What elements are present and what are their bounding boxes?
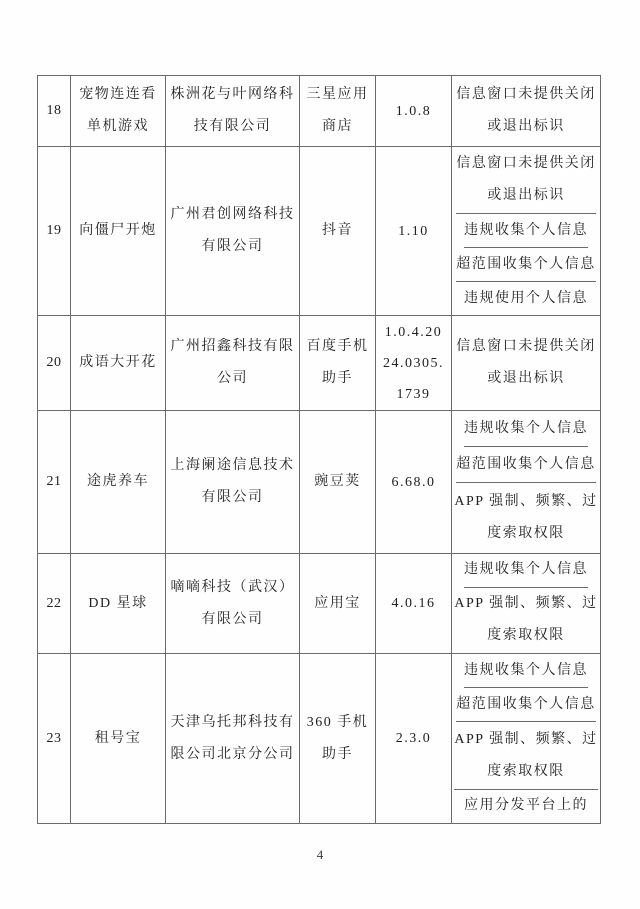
table-row	[38, 147, 600, 316]
app-version: 6.68.0	[376, 411, 452, 553]
violation-item: 违规收集个人信息	[464, 654, 588, 688]
violation-item: 信息窗口未提供关闭 或退出标识	[456, 147, 596, 214]
app-store: 应用宝	[300, 554, 376, 653]
row-number: 18	[38, 76, 71, 146]
table-row	[38, 654, 600, 823]
violations-cell	[452, 554, 600, 653]
app-name: 成语大开花	[71, 316, 166, 410]
app-name: 租号宝	[71, 654, 166, 823]
violation-item: 超范围收集个人信息	[456, 688, 596, 722]
violation-item: 信息窗口未提供关闭 或退出标识	[456, 87, 596, 134]
app-version: 1.0.8	[376, 76, 452, 146]
row-number: 21	[38, 411, 71, 553]
violation-item: 违规使用个人信息	[464, 290, 588, 306]
violation-item: 违规收集个人信息	[464, 411, 588, 447]
app-store: 抖音	[300, 147, 376, 315]
app-version: 2.3.0	[376, 654, 452, 823]
violation-item: APP 强制、频繁、过 度索取权限	[454, 494, 598, 541]
company-name: 天津乌托邦科技有 限公司北京分公司	[166, 654, 300, 823]
row-number: 19	[38, 147, 71, 315]
row-number: 22	[38, 554, 71, 653]
table-row	[38, 76, 600, 147]
table-row	[38, 554, 600, 654]
app-name: 途虎养车	[71, 411, 166, 553]
violations-cell	[452, 76, 600, 146]
company-name: 株洲花与叶网络科 技有限公司	[166, 76, 300, 146]
page-number: 4	[316, 847, 324, 862]
app-store: 豌豆荚	[300, 411, 376, 553]
app-store: 360 手机 助手	[300, 654, 376, 823]
violation-item: 违规收集个人信息	[464, 554, 588, 588]
app-name: 宠物连连看 单机游戏	[71, 76, 166, 146]
row-number: 23	[38, 654, 71, 823]
violation-item: 违规收集个人信息	[464, 214, 588, 248]
app-store: 三星应用 商店	[300, 76, 376, 146]
app-version: 1.0.4.20 24.0305. 1739	[376, 316, 452, 410]
app-name: 向僵尸开炮	[71, 147, 166, 315]
company-name: 嘀嘀科技（武汉） 有限公司	[166, 554, 300, 653]
violations-cell	[452, 316, 600, 410]
table-row	[38, 316, 600, 411]
violation-item: 应用分发平台上的	[464, 798, 588, 814]
app-name: DD 星球	[71, 554, 166, 653]
violations-cell	[452, 411, 600, 553]
violations-cell	[452, 654, 600, 823]
violations-cell	[452, 147, 600, 315]
violation-table	[37, 75, 601, 824]
violation-item: 超范围收集个人信息	[456, 447, 596, 483]
violation-item: 信息窗口未提供关闭 或退出标识	[456, 339, 596, 386]
violation-item: APP 强制、频繁、过 度索取权限	[454, 722, 597, 789]
table-row	[38, 411, 600, 554]
violation-item: 超范围收集个人信息	[456, 248, 596, 282]
app-version: 1.10	[376, 147, 452, 315]
company-name: 广州君创网络科技 有限公司	[166, 147, 300, 315]
company-name: 广州招鑫科技有限 公司	[166, 316, 300, 410]
app-version: 4.0.16	[376, 554, 452, 653]
company-name: 上海阑途信息技术 有限公司	[166, 411, 300, 553]
row-number: 20	[38, 316, 71, 410]
violation-item: APP 强制、频繁、过 度索取权限	[454, 596, 598, 644]
app-store: 百度手机 助手	[300, 316, 376, 410]
